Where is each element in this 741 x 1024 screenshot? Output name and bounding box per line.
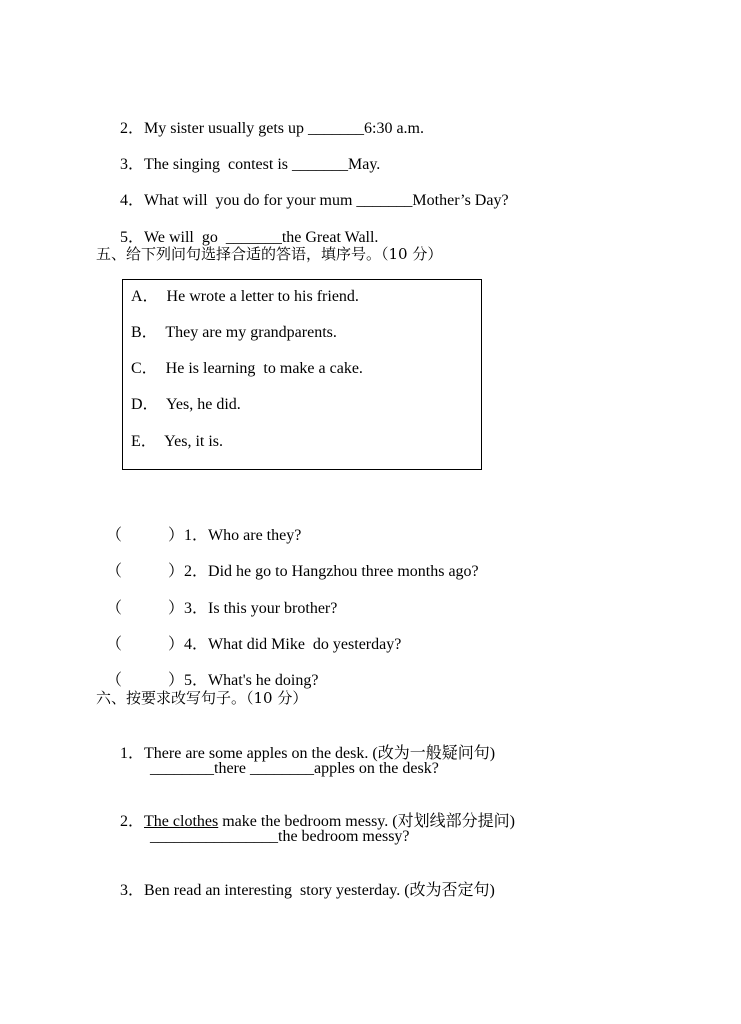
bracket-open: （ [106, 563, 123, 580]
section6-item-3 [112, 861, 495, 901]
question-text: What's he doing? [208, 672, 319, 689]
bracket-close: ） [168, 636, 185, 653]
option-d: D． Yes, he did. [131, 396, 241, 413]
section4-item-3 [112, 135, 380, 175]
section6-heading: 六、按要求改写句子。（10 分） [96, 689, 308, 707]
question-text: Did he go to Hangzhou three months ago? [208, 563, 479, 580]
section6-item-1 [112, 724, 495, 764]
question-number: 4． [184, 636, 209, 653]
bracket-close: ） [168, 600, 185, 617]
question-number: 2． [184, 563, 209, 580]
option-c: C． He is learning to make a cake. [131, 360, 363, 377]
item-number: 2． [120, 120, 145, 137]
item-number: 5． [120, 229, 145, 246]
question-4 [98, 615, 401, 655]
bracket-open: （ [106, 636, 123, 653]
section4-item-2 [112, 99, 424, 139]
question-number: 1． [184, 527, 209, 544]
section5-heading: 五、给下列问句选择合适的答语，填序号。（10 分） [96, 245, 443, 263]
section4-item-4 [112, 171, 509, 211]
bracket-close: ） [168, 672, 185, 689]
question-3 [98, 579, 337, 619]
item-number: 1． [120, 745, 145, 762]
item-number: 3． [120, 882, 145, 899]
item-text: Ben read an interesting story yesterday. (改为否定句) [144, 882, 495, 899]
bracket-open: （ [106, 600, 123, 617]
item-number: 2． [120, 813, 145, 830]
bracket-close: ） [168, 527, 185, 544]
section6-item-2 [112, 792, 515, 832]
section6-answer-1[interactable]: ________there ________apples on the desk? [150, 760, 439, 777]
underlined-phrase: The clothes [144, 813, 219, 830]
bracket-open: （ [106, 672, 123, 689]
section6-answer-2[interactable]: ________________the bedroom messy? [150, 828, 410, 845]
option-e: E． Yes, it is. [131, 433, 224, 450]
bracket-close: ） [168, 563, 185, 580]
item-text: My sister usually gets up _______6:30 a.m. [144, 120, 424, 137]
section4-item-5 [112, 208, 378, 248]
question-number: 5． [184, 672, 209, 689]
item-number: 3． [120, 156, 145, 173]
question-text: Is this your brother? [208, 600, 338, 617]
question-text: Who are they? [208, 527, 302, 544]
item-text: We will go _______the Great Wall. [144, 229, 379, 246]
item-text: make the bedroom messy. (对划线部分提问) [218, 813, 515, 830]
question-5 [98, 651, 318, 691]
option-b: B． They are my grandparents. [131, 324, 337, 341]
question-text: What did Mike do yesterday? [208, 636, 402, 653]
question-number: 3． [184, 600, 209, 617]
item-text: What will you do for your mum _______Mother’s Day? [144, 192, 509, 209]
option-a: A． He wrote a letter to his friend. [131, 288, 359, 305]
item-number: 4． [120, 192, 145, 209]
item-text: The singing contest is _______May. [144, 156, 381, 173]
question-1 [98, 506, 301, 546]
question-2 [98, 542, 479, 582]
bracket-open: （ [106, 527, 123, 544]
item-text: There are some apples on the desk. (改为一般疑问句) [144, 745, 496, 762]
